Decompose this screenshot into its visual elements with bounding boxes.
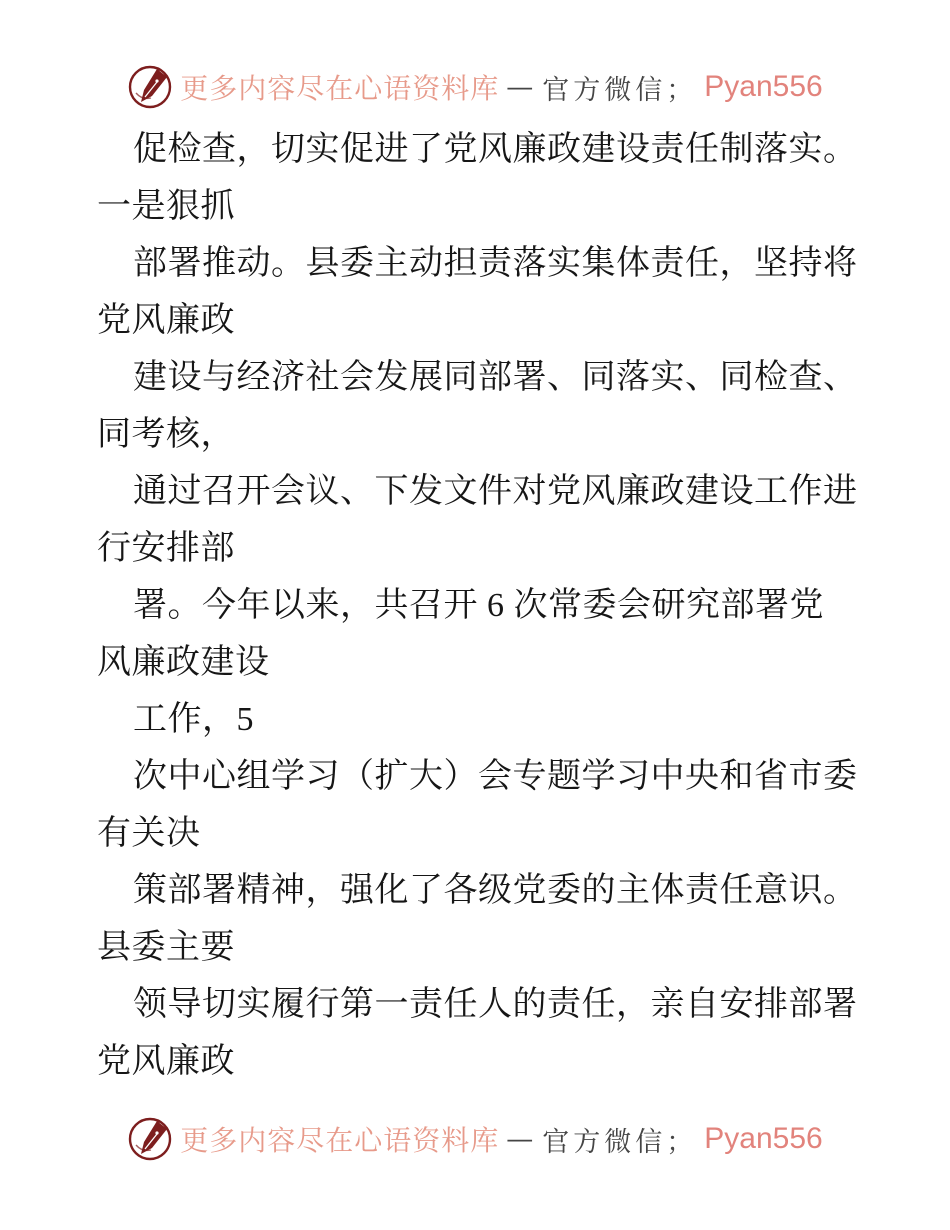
- document-body: [97, 121, 860, 1090]
- text-line: 促检查，切实促进了党风廉政建设责任制落实。: [133, 131, 858, 168]
- wechat-label: 官方微信；: [542, 1126, 698, 1158]
- brand-text: 更多内容尽在心语资料库: [180, 1126, 500, 1157]
- text-line: 署。今年以来，共召开 6 次常委会研究部署党: [133, 587, 824, 624]
- text-line: 次中心组学习（扩大）会专题学习中央和省市委: [133, 758, 858, 795]
- text-line: 县委主要: [97, 929, 235, 966]
- text-line: 工作，5: [133, 701, 254, 738]
- text-line: 有关决: [97, 815, 201, 852]
- text-line: 策部署精神，强化了各级党委的主体责任意识。: [133, 872, 858, 909]
- separator-dash: —: [506, 1123, 534, 1155]
- wechat-id: Pyan556: [704, 1122, 823, 1155]
- text-line: 领导切实履行第一责任人的责任，亲自安排部署: [133, 986, 858, 1023]
- text-line: 党风廉政: [97, 302, 235, 339]
- text-line: 风廉政建设: [97, 644, 270, 681]
- watermark-footer: [0, 1116, 950, 1162]
- wechat-id: Pyan556: [704, 70, 823, 103]
- text-line: 行安排部: [97, 530, 235, 567]
- watermark-header: [0, 64, 950, 110]
- text-line: 同考核，: [97, 416, 235, 453]
- text-line: 党风廉政: [97, 1043, 235, 1080]
- wechat-label: 官方微信；: [542, 74, 698, 106]
- separator-dash: —: [506, 71, 534, 103]
- text-line: 部署推动。县委主动担责落实集体责任，坚持将: [133, 245, 858, 282]
- text-line: 建设与经济社会发展同部署、同落实、同检查、: [133, 359, 858, 396]
- brand-text: 更多内容尽在心语资料库: [180, 74, 500, 105]
- text-line: 一是狠抓: [97, 188, 235, 225]
- pen-logo-icon: [127, 1116, 173, 1162]
- text-line: 通过召开会议、下发文件对党风廉政建设工作进: [133, 473, 858, 510]
- pen-logo-icon: [127, 64, 173, 110]
